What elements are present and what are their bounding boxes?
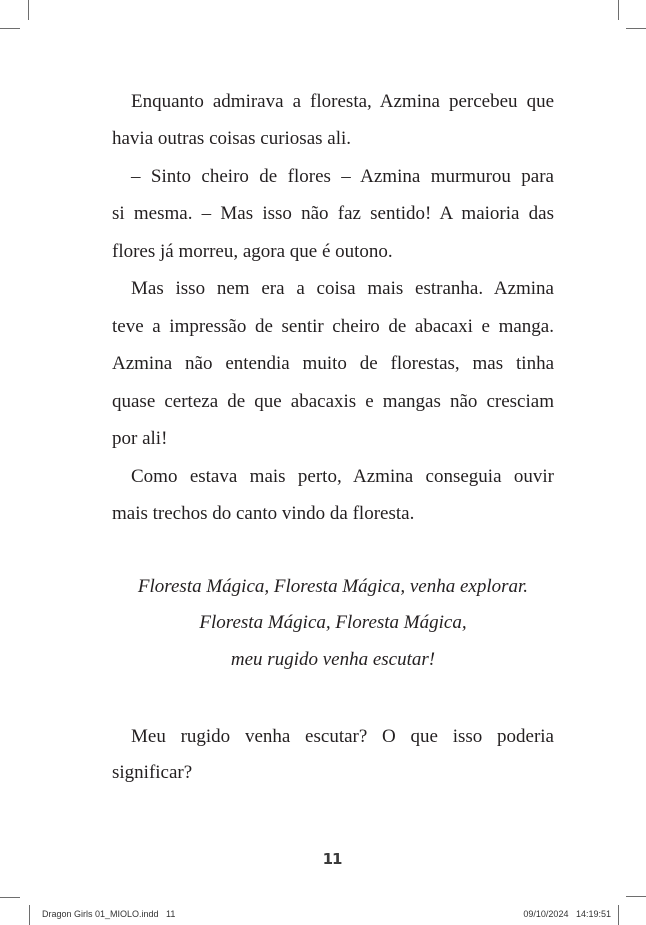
crop-mark-bottom-left-horizontal — [0, 897, 20, 898]
poem-line-1: Floresta Mágica, Floresta Mágica, venha explorar. — [137, 576, 529, 597]
closing-paragraph-line-2: significar? — [112, 762, 193, 783]
crop-mark-bottom-right-vertical — [618, 905, 619, 925]
paragraph-1-line-1: Enquanto admirava a floresta, Azmina percebeu que — [131, 91, 554, 112]
page-number: 11 — [322, 850, 342, 868]
paragraph-3-line-3: Azmina não entendia muito de florestas, mas tinha — [112, 353, 554, 374]
crop-mark-bottom-right-horizontal — [626, 896, 646, 897]
crop-mark-top-left-horizontal — [0, 28, 20, 29]
poem-line-3: meu rugido venha escutar! — [230, 649, 436, 670]
crop-mark-bottom-left-vertical — [29, 905, 30, 925]
crop-mark-top-right-vertical — [618, 0, 619, 20]
closing-paragraph-line-1: Meu rugido venha escutar? O que isso poderia — [131, 726, 554, 747]
paragraph-2-line-2: si mesma. – Mas isso não faz sentido! A maioria das — [112, 203, 554, 224]
paragraph-3-line-1: Mas isso nem era a coisa mais estranha. Azmina — [131, 278, 554, 299]
poem-line-2: Floresta Mágica, Floresta Mágica, — [199, 612, 467, 633]
paragraph-3-line-4: quase certeza de que abacaxis e mangas não cresciam — [112, 391, 554, 412]
paragraph-2-line-1: – Sinto cheiro de flores – Azmina murmurou para — [131, 166, 554, 187]
slug-timestamp: 09/10/2024 14:19:51 — [523, 909, 611, 919]
paragraph-3-line-2: teve a impressão de sentir cheiro de abacaxi e manga. — [112, 316, 554, 337]
paragraph-4-line-1: Como estava mais perto, Azmina conseguia ouvir — [131, 466, 554, 487]
crop-mark-top-right-horizontal — [626, 28, 646, 29]
paragraph-2-line-3: flores já morreu, agora que é outono. — [112, 241, 393, 262]
paragraph-3-line-5: por ali! — [112, 428, 168, 449]
paragraph-1-line-2: havia outras coisas curiosas ali. — [112, 128, 352, 149]
slug-file-name: Dragon Girls 01_MIOLO.indd 11 — [42, 909, 176, 919]
crop-mark-top-left-vertical — [28, 0, 29, 20]
paragraph-4-line-2: mais trechos do canto vindo da floresta. — [112, 503, 415, 524]
